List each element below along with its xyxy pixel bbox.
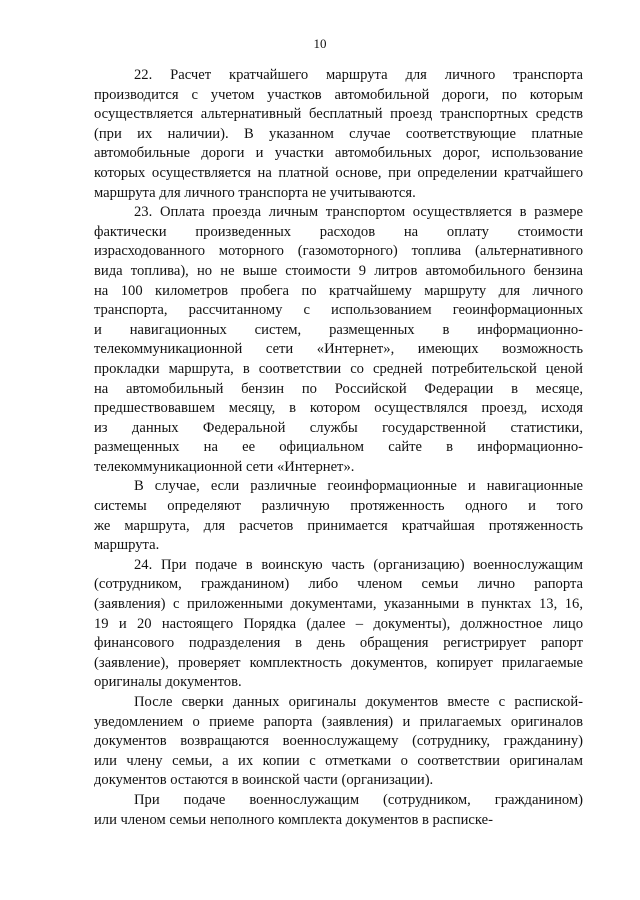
text-line: 22. Расчет кратчайшего маршрута для личного транспорта — [134, 67, 583, 83]
text-line: (сотрудником, гражданином) либо членом семьи лично рапорта — [94, 576, 583, 593]
paragraph — [94, 66, 583, 203]
text-line: При подаче военнослужащим (сотрудником, гражданином) — [134, 791, 583, 808]
paragraph — [94, 693, 583, 791]
text-line: осуществляется альтернативный бесплатный проезд транспортных средств — [94, 106, 583, 123]
text-line: транспорта, рассчитанному с использованием геоинформационных — [94, 302, 583, 319]
text-line: на 100 километров пробега по кратчайшему маршруту для личного — [94, 282, 583, 299]
paragraph — [94, 477, 583, 555]
text-line: которых осуществляется на платной основе, при определении кратчайшего — [94, 164, 583, 181]
text-line: В случае, если различные геоинформационные и навигационные — [134, 478, 583, 495]
text-line: 23. Оплата проезда личным транспортом осуществляется в размере — [134, 204, 583, 221]
text-line: или члену семьи, а их копии с отметками о соответствии оригиналам — [94, 752, 583, 769]
text-line: прокладки маршрута, в соответствии со средней потребительской ценой — [94, 360, 583, 377]
text-line: из данных Федеральной службы государственной статистики, — [94, 419, 583, 436]
text-line: системы определяют различную протяженность одного и того — [94, 498, 583, 515]
paragraph — [94, 556, 583, 693]
text-line: 19 и 20 настоящего Порядка (далее – документы), должностное лицо — [94, 615, 583, 632]
text-line: израсходованного моторного (газомоторного) топлива (альтернативного — [94, 243, 583, 260]
text-line: После сверки данных оригиналы документов вместе с распиской- — [134, 694, 583, 710]
text-line: и навигационных систем, размещенных в информационно- — [94, 321, 583, 338]
text-line: телекоммуникационной сети «Интернет», имеющих возможность — [94, 341, 583, 358]
text-line: маршрута. — [94, 537, 160, 554]
text-line: документов остаются в воинской части (организации). — [94, 772, 434, 789]
text-line: телекоммуникационной сети «Интернет». — [94, 458, 355, 475]
text-line: вида топлива), но не выше стоимости 9 литров автомобильного бензина — [94, 262, 583, 279]
text-line: 24. При подаче в воинскую часть (организацию) военнослужащим — [134, 556, 583, 573]
document-body — [94, 66, 583, 830]
text-line: производится с учетом участков автомобильной дороги, по которым — [94, 86, 583, 103]
text-line: предшествовавшем месяцу, в котором осуществлялся проезд, исходя — [94, 400, 583, 417]
text-line: (при их наличии). В указанном случае соответствующие платные — [94, 125, 583, 142]
text-line: фактически произведенных расходов на оплату стоимости — [94, 223, 583, 240]
text-line: маршрута для личного транспорта не учитываются. — [94, 184, 416, 201]
text-line: размещенных на ее официальном сайте в информационно- — [94, 439, 583, 456]
text-line: документов возвращаются военнослужащему (сотруднику, гражданину) — [94, 733, 583, 750]
text-line: (заявление), проверяет комплектность документов, копирует прилагаемые — [94, 654, 583, 671]
text-line: автомобильные дороги и участки автомобильных дорог, использование — [94, 145, 583, 162]
text-line: (заявления) с приложенными документами, указанными в пунктах 13, 16, — [94, 596, 583, 613]
paragraph — [94, 203, 583, 477]
text-line: оригиналы документов. — [94, 674, 242, 691]
text-line: на автомобильный бензин по Российской Федерации в месяце, — [94, 380, 583, 397]
page-number: 10 — [313, 36, 327, 51]
text-line: или членом семьи неполного комплекта документов в расписке- — [94, 811, 493, 828]
text-line: же маршрута, для расчетов принимается кратчайшая протяженность — [94, 517, 583, 534]
text-line: финансового подразделения в день обращения регистрирует рапорт — [94, 635, 583, 652]
paragraph — [94, 791, 583, 830]
text-line: уведомлением о приеме рапорта (заявления) и прилагаемых оригиналов — [94, 713, 583, 730]
